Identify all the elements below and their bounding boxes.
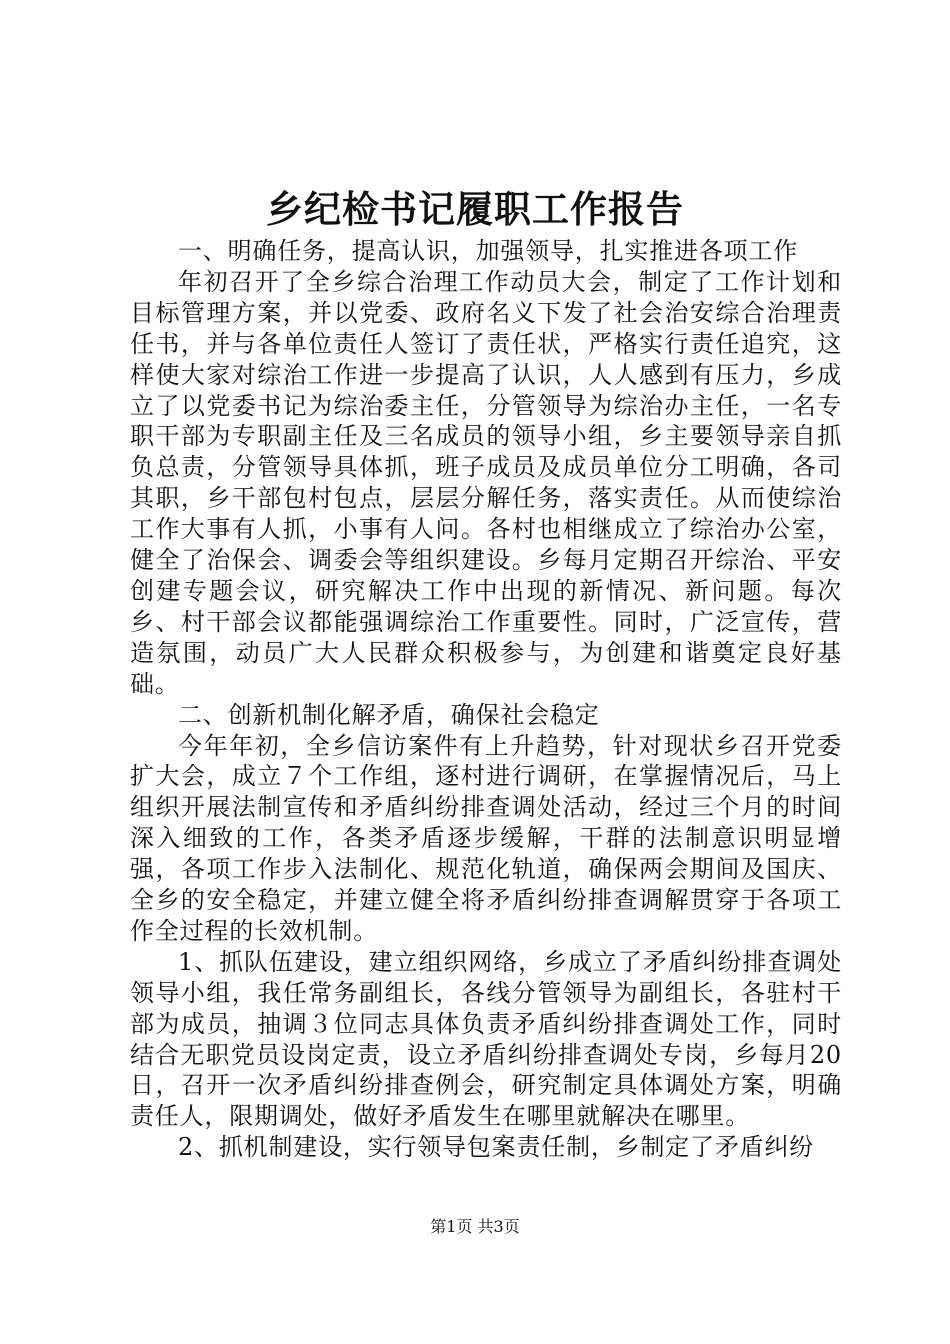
paragraph: 今年年初，全乡信访案件有上升趋势，针对现状乡召开党委扩大会，成立７个工作组，逐村进行调研，在掌握情况后，马上组织开展法制宣传和矛盾纠纷排查调处活动，经过三个月的时间深入细致的工作，各类矛盾逐步缓解，干群的法制意识明显增强，各项工作步入法制化、规范化轨道，确保两会期间及国庆、全乡的安全稳定，并建立健全将矛盾纠纷排查调解贯穿于各项工作全过程的长效机制。 [130, 731, 842, 945]
paragraph: 1、抓队伍建设，建立组织网络，乡成立了矛盾纠纷排查调处领导小组，我任常务副组长，各线分管领导为副组长，各驻村干部为成员，抽调３位同志具体负责矛盾纠纷排查调处工作，同时结合无职党员设岗定责，设立矛盾纠纷排查调处专岗，乡每月20日，召开一次矛盾纠纷排查例会，研究制定具体调处方案，明确责任人，限期调处，做好矛盾发生在哪里就解决在哪里。 [130, 947, 842, 1131]
section-heading-2: 二、创新机制化解矛盾，确保社会稳定 [178, 700, 600, 729]
document-body [130, 236, 842, 1163]
page-footer: 第1页 共3页 [430, 1217, 520, 1236]
section-heading-1: 一、明确任务，提高认识，加强领导，扎实推进各项工作 [178, 237, 798, 265]
paragraph: 2、抓机制建设，实行领导包案责任制，乡制定了矛盾纠纷 [178, 1133, 815, 1162]
document-title: 乡纪检书记履职工作报告 [266, 187, 684, 231]
paragraph: 年初召开了全乡综合治理工作动员大会，制定了工作计划和目标管理方案，并以党委、政府名义下发了社会治安综合治理责任书，并与各单位责任人签订了责任状，严格实行责任追究，这样使大家对综治工作进一步提高了认识，人人感到有压力，乡成立了以党委书记为综治委主任，分管领导为综治办主任，一名专职干部为专职副主任及三名成员的领导小组，乡主要领导亲自抓负总责，分管领导具体抓，班子成员及成员单位分工明确，各司其职，乡干部包村包点，层层分解任务，落实责任。从而使综治工作大事有人抓，小事有人问。各村也相继成立了综治办公室，健全了治保会、调委会等组织建设。乡每月定期召开综治、平安创建专题会议，研究解决工作中出现的新情况、新问题。每次乡、村干部会议都能强调综治工作重要性。同时，广泛宣传，营造氛围，动员广大人民群众积极参与，为创建和谐奠定良好基础。 [130, 267, 842, 698]
